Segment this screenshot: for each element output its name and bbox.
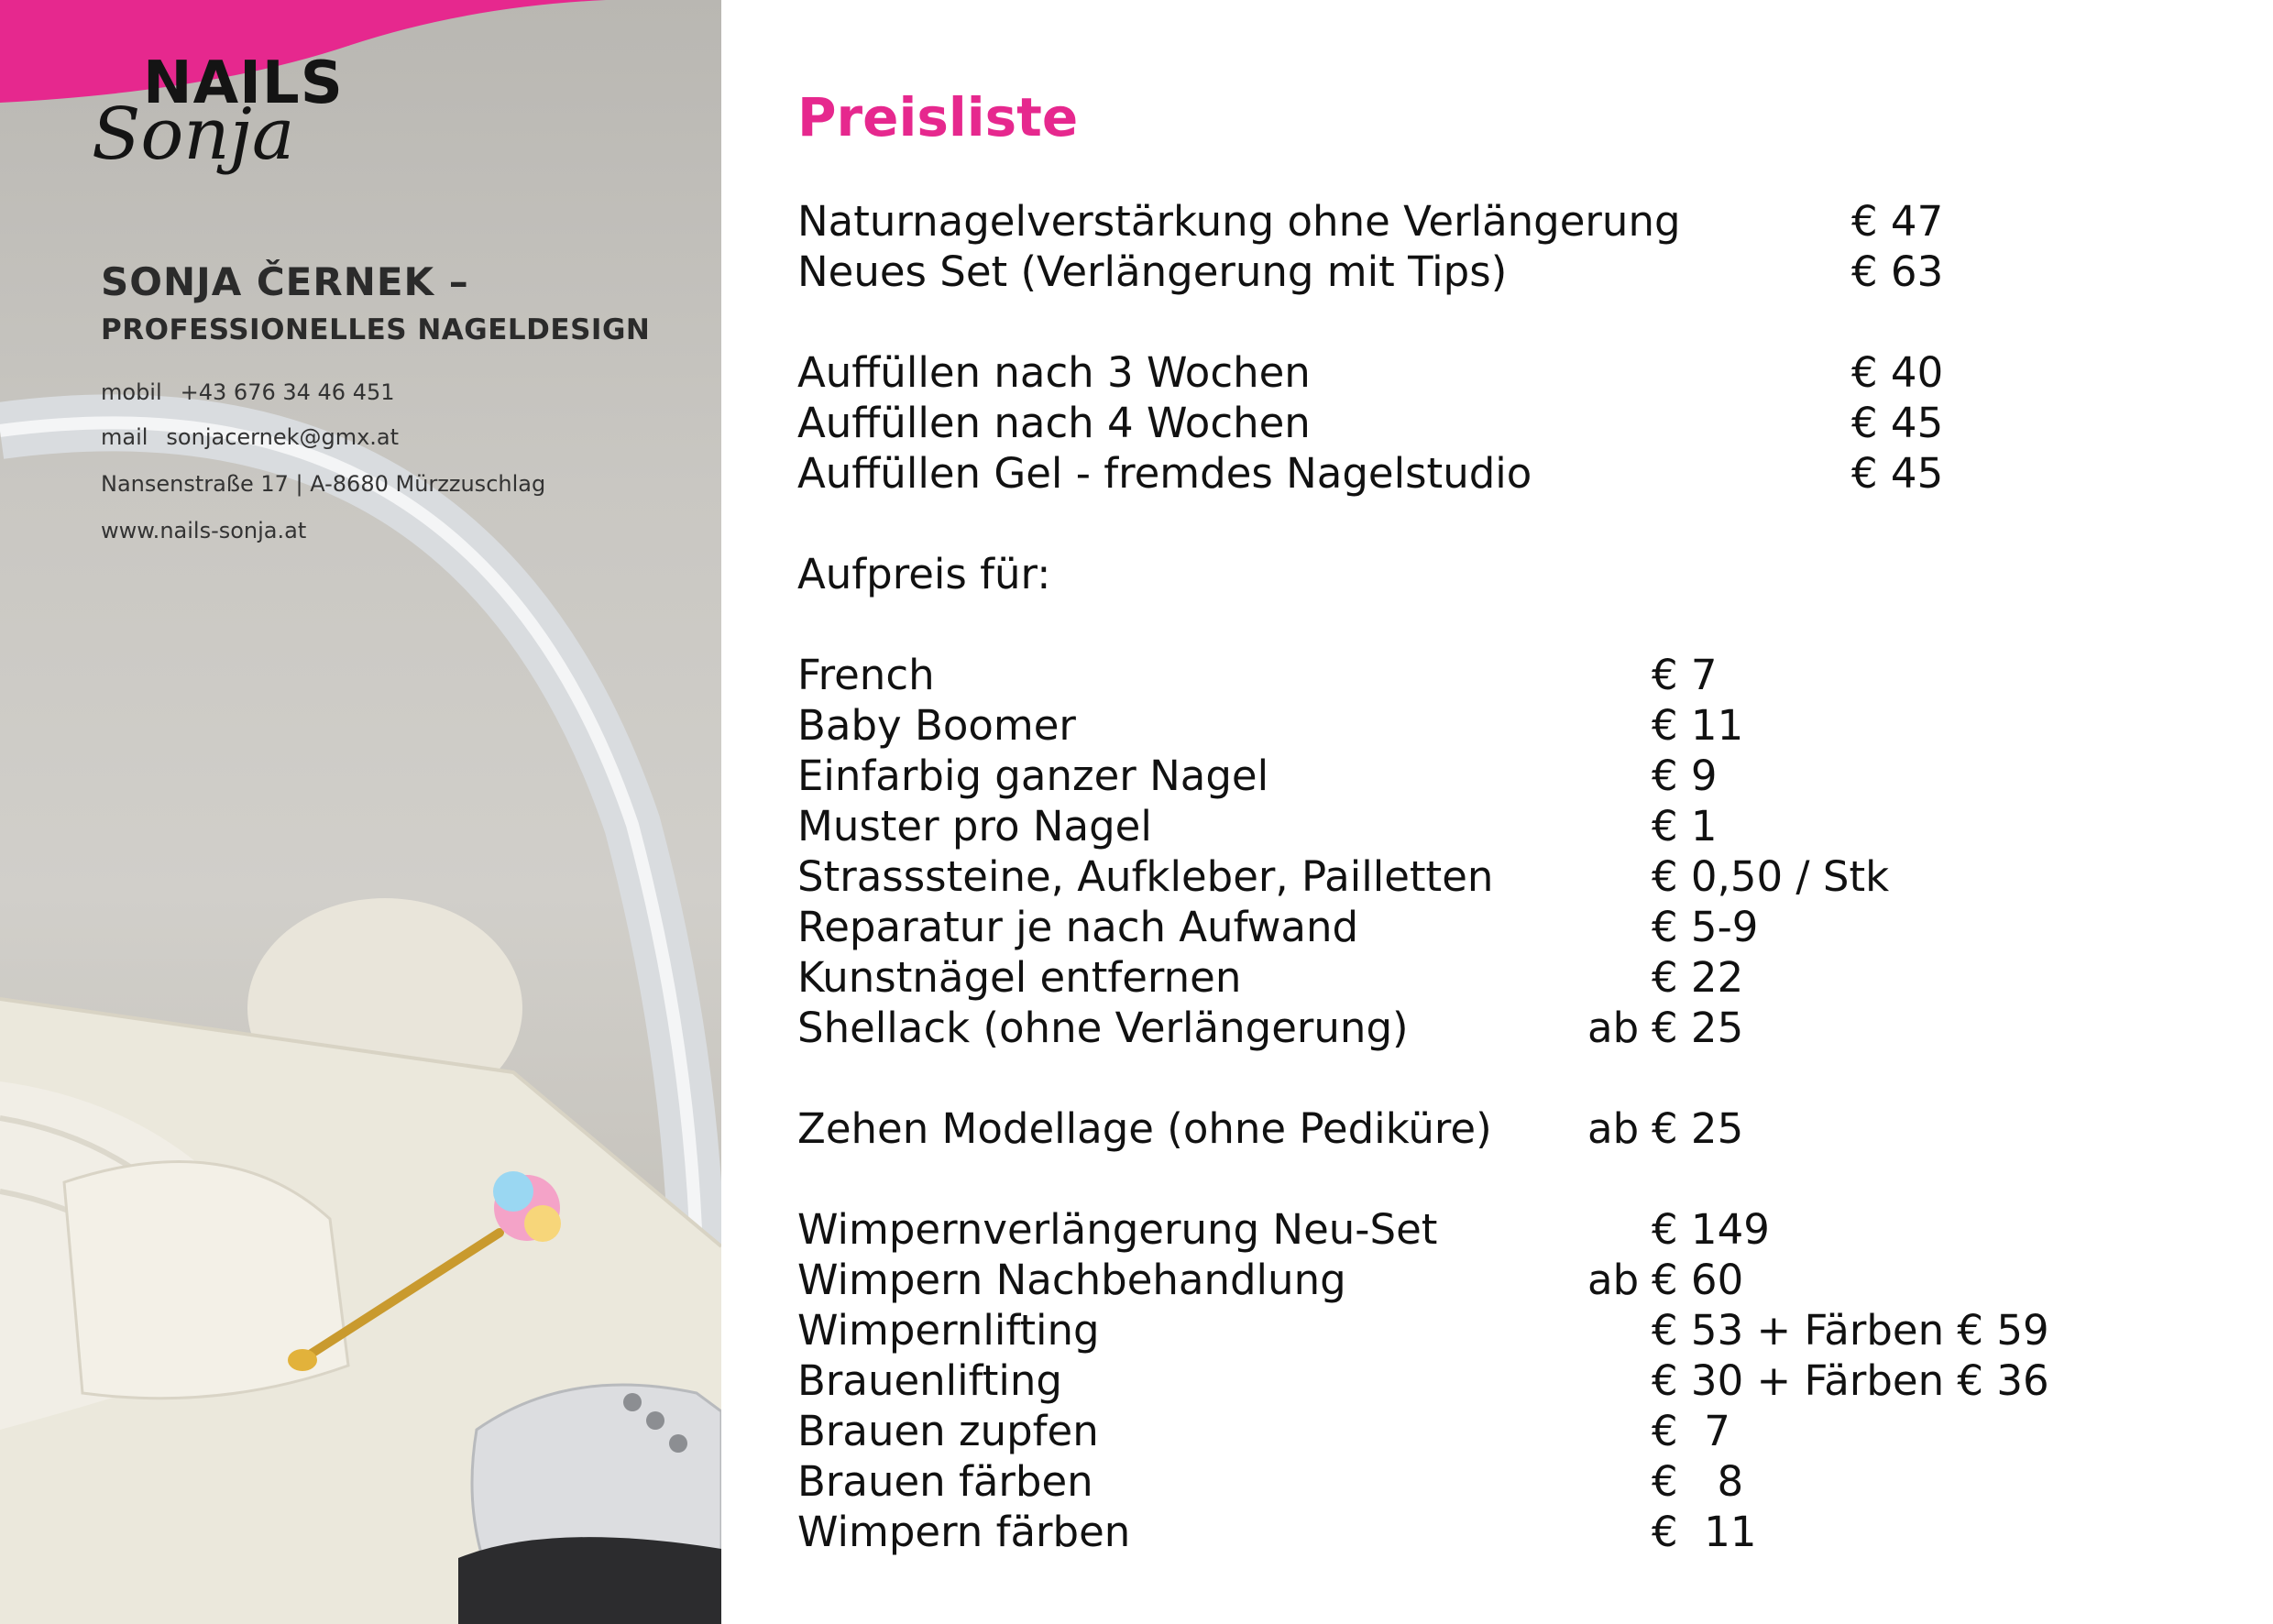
service-price: € 63 (1851, 247, 1944, 296)
mobile-number: +43 676 34 46 451 (180, 379, 395, 405)
service-price: € 5-9 (1652, 903, 1759, 951)
service-price: € 11 (1652, 1508, 1757, 1556)
price-prefix: ab (1587, 1256, 1640, 1304)
contact-website: www.nails-sonja.at (101, 518, 307, 543)
owner-subtitle: PROFESSIONELLES NAGELDESIGN (101, 313, 651, 346)
service-price: € 40 (1851, 348, 1944, 397)
owner-name: SONJA ČERNEK – (101, 259, 469, 304)
contact-mail (101, 424, 399, 450)
service-price: € 1 (1652, 802, 1718, 850)
service-label: Shellack (ohne Verlängerung) (797, 1004, 1409, 1052)
contact-address: Nansenstraße 17 | A-8680 Mürzzuschlag (101, 471, 546, 497)
service-label: Baby Boomer (797, 701, 1076, 750)
service-label: Kunstnägel entfernen (797, 953, 1242, 1002)
service-price: € 9 (1652, 752, 1718, 800)
mail-label: mail (101, 424, 148, 450)
service-label: French (797, 651, 935, 699)
service-price: € 47 (1851, 197, 1944, 246)
service-price: € 149 (1652, 1205, 1770, 1254)
price-prefix: ab (1587, 1004, 1640, 1052)
service-label: Brauen zupfen (797, 1407, 1099, 1455)
service-label: Wimpern Nachbehandlung (797, 1256, 1346, 1304)
service-label: Auffüllen nach 3 Wochen (797, 348, 1311, 397)
service-price: € 30 + Färben € 36 (1652, 1356, 2049, 1405)
surcharge-heading-text: Aufpreis für: (797, 550, 1051, 598)
service-label: Wimpernlifting (797, 1306, 1100, 1355)
service-label: Brauen färben (797, 1457, 1093, 1506)
contact-mobile (101, 379, 395, 405)
service-price: € 45 (1851, 449, 1944, 498)
service-label: Einfarbig ganzer Nagel (797, 752, 1269, 800)
service-price: € 8 (1652, 1457, 1744, 1506)
service-price: € 25 (1652, 1004, 1744, 1052)
service-price: € 25 (1652, 1104, 1744, 1153)
service-price: € 45 (1851, 399, 1944, 447)
salon-photo (0, 0, 721, 1624)
service-price: € 11 (1652, 701, 1744, 750)
service-price: € 22 (1652, 953, 1744, 1002)
service-price: € 7 (1652, 651, 1718, 699)
service-price: € 0,50 / Stk (1652, 852, 1890, 901)
service-price: € 60 (1652, 1256, 1744, 1304)
brand-logo (92, 49, 357, 176)
service-label: Brauenlifting (797, 1356, 1062, 1405)
logo-main-text: NAILS (143, 49, 344, 117)
service-label: Muster pro Nagel (797, 802, 1152, 850)
mobile-label: mobil (101, 379, 162, 405)
service-label: Wimpernverlängerung Neu-Set (797, 1205, 1438, 1254)
left-panel (0, 0, 721, 1624)
service-label: Naturnagelverstärkung ohne Verlängerung (797, 197, 1681, 246)
service-price: € 53 + Färben € 59 (1652, 1306, 2049, 1355)
service-label: Strasssteine, Aufkleber, Pailletten (797, 852, 1494, 901)
mail-address: sonjacernek@gmx.at (166, 424, 400, 450)
service-label: Neues Set (Verlängerung mit Tips) (797, 247, 1508, 296)
service-price: € 7 (1652, 1407, 1730, 1455)
logo-script-text: Sonja (92, 93, 295, 176)
service-label: Wimpern färben (797, 1508, 1131, 1556)
service-label: Auffüllen Gel - fremdes Nagelstudio (797, 449, 1532, 498)
service-label: Auffüllen nach 4 Wochen (797, 399, 1311, 447)
service-label: Zehen Modellage (ohne Pediküre) (797, 1104, 1492, 1153)
price-prefix: ab (1587, 1104, 1640, 1153)
pricelist-title: Preisliste (797, 86, 1079, 148)
service-label: Reparatur je nach Aufwand (797, 903, 1359, 951)
